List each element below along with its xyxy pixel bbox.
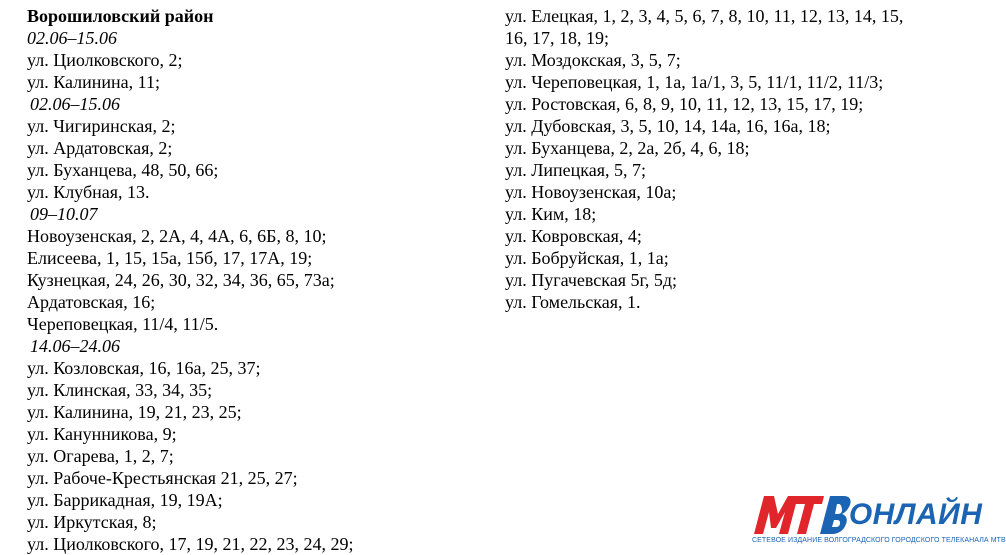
address-line: Елисеева, 1, 15, 15а, 15б, 17, 17А, 19;	[27, 248, 313, 268]
address-line: ул. Ковровская, 4;	[505, 226, 642, 246]
address-line: ул. Клубная, 13.	[27, 182, 150, 202]
address-line: ул. Баррикадная, 19, 19А;	[27, 490, 223, 510]
address-line: ул. Ростовская, 6, 8, 9, 10, 11, 12, 13, 15, 17, 19;	[505, 94, 864, 114]
address-line: ул. Гомельская, 1.	[505, 292, 641, 312]
address-line: ул. Буханцева, 48, 50, 66;	[27, 160, 219, 180]
address-line: ул. Циолковского, 17, 19, 21, 22, 23, 24, 29;	[27, 534, 354, 554]
logo-letter-m-shape	[754, 496, 798, 534]
address-line: ул. Циолковского, 2;	[27, 50, 183, 70]
district-heading: Ворошиловский район	[27, 6, 214, 26]
mtv-logo-mark-icon	[752, 492, 852, 536]
address-line: ул. Ким, 18;	[505, 204, 597, 224]
mtv-online-logo	[752, 492, 1006, 548]
address-line: ул. Козловская, 16, 16а, 25, 37;	[27, 358, 261, 378]
address-line: ул. Череповецкая, 1, 1а, 1а/1, 3, 5, 11/1, 11/2, 11/3;	[505, 72, 884, 92]
logo-letter-t-shape	[794, 496, 824, 534]
left-column	[27, 5, 477, 555]
address-line: ул. Моздокская, 3, 5, 7;	[505, 50, 681, 70]
address-line: ул. Пугачевская 5г, 5д;	[505, 270, 678, 290]
address-line: Кузнецкая, 24, 26, 30, 32, 34, 36, 65, 73а;	[27, 270, 335, 290]
address-line: ул. Иркутская, 8;	[27, 512, 157, 532]
address-line: ул. Липецкая, 5, 7;	[505, 160, 647, 180]
address-line: Ардатовская, 16;	[27, 292, 156, 312]
date-range: 14.06–24.06	[30, 336, 120, 356]
date-range: 02.06–15.06	[30, 94, 120, 114]
address-line: ул. Рабоче-Крестьянская 21, 25, 27;	[27, 468, 298, 488]
logo-tagline: СЕТЕВОЕ ИЗДАНИЕ ВОЛГОГРАДСКОГО ГОРОДСКОГО ТЕЛЕКАНАЛА МТВ	[752, 537, 1006, 544]
address-line: ул. Чигиринская, 2;	[27, 116, 176, 136]
address-line: ул. Калинина, 19, 21, 23, 25;	[27, 402, 242, 422]
address-line: ул. Елецкая, 1, 2, 3, 4, 5, 6, 7, 8, 10, 11, 12, 13, 14, 15,	[505, 6, 904, 26]
date-range: 02.06–15.06	[27, 28, 117, 48]
date-range: 09–10.07	[30, 204, 98, 224]
address-line: ул. Буханцева, 2, 2а, 2б, 4, 6, 18;	[505, 138, 750, 158]
address-line: 16, 17, 18, 19;	[505, 28, 610, 48]
address-line: ул. Ардатовская, 2;	[27, 138, 173, 158]
address-line: ул. Огарева, 1, 2, 7;	[27, 446, 174, 466]
logo-word: .ОНЛАЙН	[840, 498, 983, 531]
address-line: Новоузенская, 2, 2А, 4, 4А, 6, 6Б, 8, 10;	[27, 226, 327, 246]
address-line: ул. Новоузенская, 10а;	[505, 182, 677, 202]
address-line: ул. Клинская, 33, 34, 35;	[27, 380, 213, 400]
address-line: Череповецкая, 11/4, 11/5.	[27, 314, 219, 334]
address-line: ул. Калинина, 11;	[27, 72, 160, 92]
address-line: ул. Канунникова, 9;	[27, 424, 177, 444]
right-column	[505, 5, 945, 313]
address-line: ул. Дубовская, 3, 5, 10, 14, 14а, 16, 16а, 18;	[505, 116, 831, 136]
address-line: ул. Бобруйская, 1, 1а;	[505, 248, 669, 268]
